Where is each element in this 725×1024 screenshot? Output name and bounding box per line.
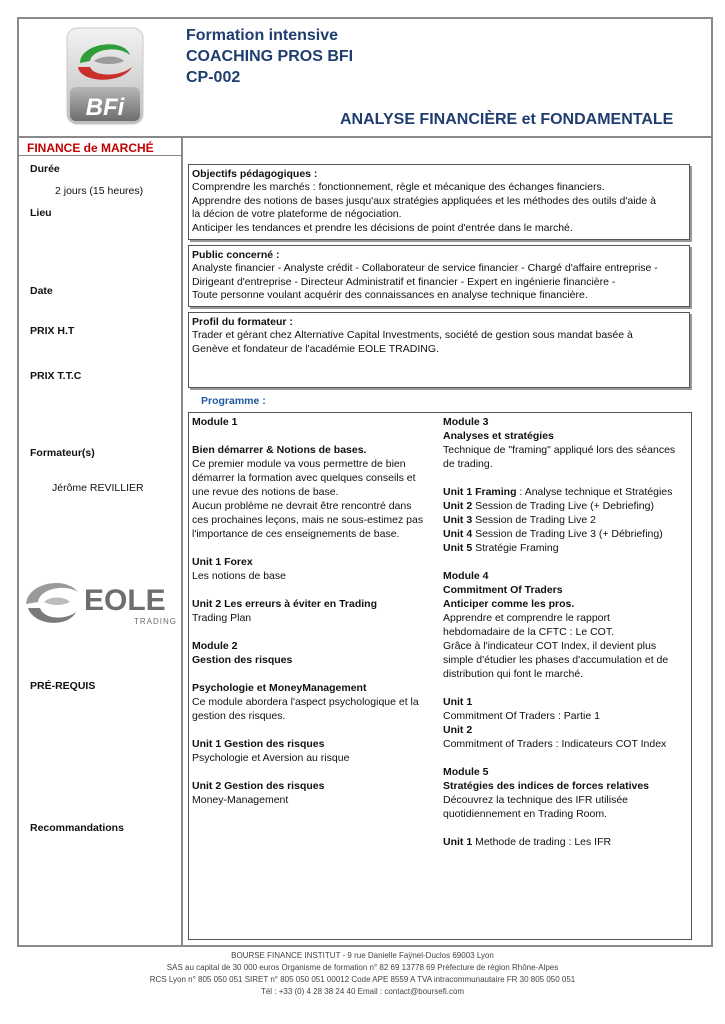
module-1-title: Bien démarrer & Notions de bases. [192,444,367,456]
header-divider [17,136,713,138]
module-4-desc: simple d'étudier les phases d'accumulation et de [443,654,669,666]
objectifs-box [188,164,690,240]
module-4-label: Module 4 [443,570,489,582]
module-1-label: Module 1 [192,416,238,428]
duree-value: 2 jours (15 heures) [55,185,144,197]
objectifs-title: Objectifs pédagogiques : [192,168,318,180]
column-divider [181,138,183,947]
public-title: Public concerné : [192,249,280,261]
profil-line: Genève et fondateur de l'académie EOLE TRADING. [192,342,439,355]
eole-logo-text: EOLE [84,584,166,617]
module-3-label: Module 3 [443,416,489,428]
module-1-desc: une revue des notions de base. [192,486,339,498]
eole-logo-subtext: TRADING [134,617,177,626]
profil-title: Profil du formateur : [192,316,293,328]
unit-name: Unit 3 [443,514,473,526]
title-line-3: CP-002 [186,69,241,86]
footer-line: Tél : +33 (0) 4 28 38 24 40 Email : contact@boursefi.com [260,987,465,996]
module-5-unit [443,835,691,849]
section-underline [19,155,181,156]
module-3-desc: Technique de "framing" appliqué lors des séances [443,444,676,456]
gestion-unit-2-text: Money-Management [192,794,289,806]
objectifs-line: la décion de votre plateforme de négociation. [192,208,402,220]
gestion-unit-1-text: Psychologie et Aversion au risque [192,752,350,764]
module-2-title: Gestion des risques [192,654,293,666]
cot-unit-1-title: Unit 1 [443,696,473,708]
bfi-logo-text: BFi [85,94,125,121]
programme-label: Programme : [201,395,266,407]
unit-name: Unit 1 Framing [443,486,517,498]
module-1-desc: ces prochaines leçons, mais ne sous-estimez pas [192,514,424,526]
module-5-desc: quotidiennement en Trading Room. [443,808,608,820]
recommandations-label: Recommandations [30,822,124,834]
module-4-desc: hebdomadaire de la CFTC : Le COT. [443,626,614,638]
prix-ttc-label: PRIX T.T.C [30,370,82,382]
duree-label: Durée [30,163,60,175]
main-title: ANALYSE FINANCIÈRE et FONDAMENTALE [340,111,674,128]
module-3-unit [443,485,691,499]
public-box [188,245,690,307]
module-1-desc: Aucun problème ne devrait être rencontré dans [192,500,412,512]
objectifs-line: Apprendre des notions de bases jusqu'aux stratégies appliquées et les méthodes des outils d'aide à [192,194,656,207]
unit-2-erreurs-text: Trading Plan [192,612,252,624]
objectifs-line: Anticiper les tendances et prendre les décisions de point d'entrée dans le marché. [192,221,573,234]
unit-name: Unit 2 [443,500,473,512]
unit-name: Unit 4 [443,528,473,540]
cot-unit-1-text: Commitment Of Traders : Partie 1 [443,710,600,722]
programme-box [188,412,692,940]
module-4-subtitle: Anticiper comme les pros. [443,598,575,610]
gestion-unit-2-title: Unit 2 Gestion des risques [192,780,325,792]
footer-line: SAS au capital de 30 000 euros Organisme de formation n° 82 69 13778 69 Préfecture de région Rhône-Alpes [166,963,559,972]
cot-unit-2-title: Unit 2 [443,724,473,736]
module-3-unit [443,513,691,527]
formateur-label: Formateur(s) [30,447,95,459]
public-line: Toute personne voulant acquérir des connaissances en analyse technique financière. [192,289,588,301]
objectifs-line: Comprendre les marchés : fonctionnement, règle et mécanique des échanges financiers. [192,181,605,193]
module-3-title: Analyses et stratégies [443,430,554,442]
module-1-desc: démarrer la formation avec quelques conseils et [192,472,416,484]
unit-text: Session de Trading Live 3 (+ Débriefing) [472,528,663,540]
programme-right-column [443,415,691,849]
unit-text: Stratégie Framing [472,542,559,554]
module-1-desc: l'importance de ces enseignements de base. [192,528,400,540]
section-label: FINANCE de MARCHÉ [27,141,154,155]
module-4-desc: Grâce à l'indicateur COT Index, il devient plus [443,640,657,652]
unit-text: Methode de trading : Les IFR [472,836,612,848]
module-4-desc: Apprendre et comprendre le rapport [443,612,610,624]
programme-left-column [192,415,440,807]
unit-name: Unit 1 [443,836,473,848]
unit-text: : Analyse technique et Stratégies [516,486,673,498]
module-4-title: Commitment Of Traders [443,584,563,596]
bfi-logo [66,27,144,125]
module-4-desc: distribution qui font le marché. [443,668,584,680]
prerequis-label: PRÉ-REQUIS [30,680,96,692]
eole-logo-graphic [22,572,180,632]
bfi-logo-graphic [66,27,144,125]
profil-box [188,312,690,388]
prix-ht-label: PRIX H.T [30,325,75,337]
module-3-unit [443,499,691,513]
unit-1-forex-text: Les notions de base [192,570,286,582]
unit-text: Session de Trading Live 2 [472,514,596,526]
module-1-desc: Ce premier module va vous permettre de bien [192,458,406,470]
public-line: Analyste financier - Analyste crédit - Collaborateur de service financier - Chargé d'affaire entreprise - [192,262,658,274]
footer [0,950,725,998]
footer-line: BOURSE FINANCE INSTITUT - 9 rue Danielle Faÿnel-Duclos 69003 Lyon [231,951,494,960]
title-line-1: Formation intensive [186,27,339,44]
eole-logo [22,572,180,632]
module-3-unit [443,527,691,541]
module-3-unit [443,541,691,555]
footer-line: RCS Lyon n° 805 050 051 SIRET n° 805 050 051 00012 Code APE 8559 A TVA intracommunautaire FR 30 805 050 051 [149,975,576,984]
unit-text: Session de Trading Live (+ Debriefing) [472,500,654,512]
gestion-unit-1-title: Unit 1 Gestion des risques [192,738,325,750]
formateur-value: Jérôme REVILLIER [52,482,144,494]
unit-name: Unit 5 [443,542,473,554]
unit-2-erreurs-title: Unit 2 Les erreurs à éviter en Trading [192,598,377,610]
cot-unit-2-text: Commitment of Traders : Indicateurs COT Index [443,738,667,750]
unit-1-forex-title: Unit 1 Forex [192,556,253,568]
profil-line: Trader et gérant chez Alternative Capital Investments, société de gestion sous mandat basée à [192,329,633,341]
module-5-desc: Découvrez la technique des IFR utilisée [443,794,629,806]
public-line: Dirigeant d'entreprise - Directeur Administratif et financier - Expert en ingénierie financière - [192,275,616,288]
psychologie-desc: Ce module abordera l'aspect psychologique et la [192,696,419,708]
psychologie-desc: gestion des risques. [192,710,286,722]
module-5-label: Module 5 [443,766,489,778]
psychologie-title: Psychologie et MoneyManagement [192,682,367,694]
title-line-2: COACHING PROS BFI [186,48,354,65]
date-label: Date [30,285,53,297]
module-5-title: Stratégies des indices de forces relatives [443,780,650,792]
lieu-label: Lieu [30,207,52,219]
module-3-desc: de trading. [443,458,493,470]
module-2-label: Module 2 [192,640,238,652]
